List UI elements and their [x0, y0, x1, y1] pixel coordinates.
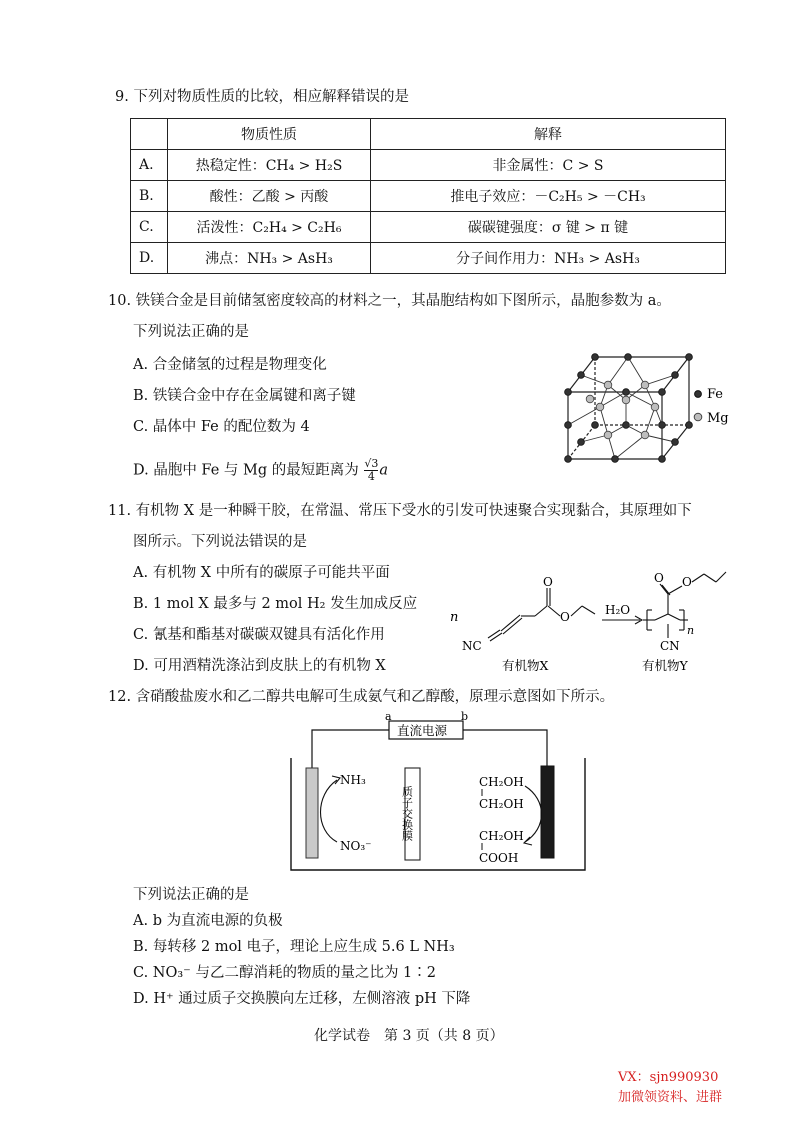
fraction	[364, 458, 378, 483]
scheme-label-y: 有机物Y	[642, 658, 688, 673]
q11-option-a: A. 有机物 X 中所有的碳原子可能共平面	[133, 565, 390, 581]
fraction-numerator: √3	[364, 457, 379, 470]
q10-option-d	[133, 458, 388, 483]
header-property: 物质性质	[168, 119, 371, 150]
q12-option-c: C. NO₃⁻ 与乙二醇消耗的物质的量之比为 1∶2	[133, 965, 437, 981]
legend-fe-dot	[695, 391, 702, 398]
row-label: D.	[131, 243, 168, 274]
watermark-line2: 加微领资料、进群	[618, 1090, 723, 1105]
no3-label: NO₃⁻	[340, 839, 372, 853]
row-label: B.	[131, 181, 168, 212]
scheme-label-x: 有机物X	[502, 658, 549, 673]
table-row	[131, 243, 726, 274]
product-line2: COOH	[479, 851, 519, 865]
legend-mg-label: Mg	[707, 411, 729, 426]
row-property: 沸点：NH₃ > AsH₃	[168, 243, 371, 274]
scheme-carbonyl-o: O	[543, 575, 553, 589]
q12-option-b: B. 每转移 2 mol 电子，理论上应生成 5.6 L NH₃	[133, 939, 455, 955]
crystal-cell-diagram	[550, 345, 750, 470]
right-reaction-arrow	[525, 786, 542, 842]
q12-stem: 12. 含硝酸盐废水和乙二醇共电解可生成氨气和乙醇酸，原理示意图如下所示。	[108, 689, 615, 705]
right-electrode	[541, 766, 554, 858]
q9-stem: 9. 下列对物质性质的比较，相应解释错误的是	[115, 89, 409, 105]
q11-stem-line2: 图所示。下列说法错误的是	[133, 534, 307, 550]
table-row	[131, 181, 726, 212]
nh3-label: NH₃	[340, 773, 366, 787]
scheme-product-carbonyl-o: O	[654, 571, 664, 585]
watermark-line1: VX：sjn990930	[618, 1070, 719, 1085]
electrolysis-diagram	[285, 710, 590, 875]
terminal-a: a	[385, 710, 392, 723]
q12-lead: 下列说法正确的是	[133, 887, 249, 903]
row-property: 活泼性：C₂H₄ > C₂H₆	[168, 212, 371, 243]
row-explanation: 推电子效应：－C₂H₅ > －CH₃	[371, 181, 726, 212]
scheme-nc-label: NC	[462, 639, 482, 653]
row-property: 热稳定性：CH₄ > H₂S	[168, 150, 371, 181]
wire-left	[312, 730, 389, 770]
row-property: 酸性：乙酸 > 丙酸	[168, 181, 371, 212]
scheme-product-cn: CN	[660, 639, 680, 653]
fraction-denominator: 4	[367, 470, 375, 483]
q10-option-a: A. 合金储氢的过程是物理变化	[133, 357, 327, 373]
q12-option-d: D. H⁺ 通过质子交换膜向左迁移，左侧溶液 pH 下降	[133, 991, 471, 1007]
polymerization-scheme	[440, 558, 740, 683]
scheme-reagent: H₂O	[605, 603, 631, 617]
q10-stem-line2: 下列说法正确的是	[133, 324, 249, 340]
q10-option-c: C. 晶体中 Fe 的配位数为 4	[133, 419, 310, 435]
left-electrode	[306, 768, 318, 858]
q11-option-b: B. 1 mol X 最多与 2 mol H₂ 发生加成反应	[133, 596, 418, 612]
left-reaction-arrow	[321, 780, 338, 842]
q11-option-c: C. 氰基和酯基对碳碳双键具有活化作用	[133, 627, 385, 643]
row-explanation: 分子间作用力：NH₃ > AsH₃	[371, 243, 726, 274]
wire-right	[463, 730, 547, 768]
row-explanation: 碳碳键强度：σ 键 > π 键	[371, 212, 726, 243]
power-source-label: 直流电源	[397, 723, 448, 738]
q10-stem-line1: 10. 铁镁合金是目前储氢密度较高的材料之一，其晶胞结构如下图所示，晶胞参数为 a。	[108, 293, 671, 309]
page-footer: 化学试卷 第 3 页（共 8 页）	[314, 1028, 504, 1044]
scheme-subscript-n: n	[687, 624, 695, 637]
table-row	[131, 150, 726, 181]
q11-stem-line1: 11. 有机物 X 是一种瞬干胶，在常温、常压下受水的引发可快速聚合实现黏合，其原理如下	[108, 503, 692, 519]
q12-option-a: A. b 为直流电源的负极	[133, 913, 283, 929]
scheme-product-ester-o: O	[682, 575, 692, 589]
row-label: C.	[131, 212, 168, 243]
terminal-b: b	[461, 710, 469, 723]
q10-option-d-prefix: D. 晶胞中 Fe 与 Mg 的最短距离为	[133, 462, 359, 479]
q10-option-b: B. 铁镁合金中存在金属键和离子键	[133, 388, 356, 404]
row-explanation: 非金属性：C > S	[371, 150, 726, 181]
scheme-coefficient: n	[450, 610, 459, 625]
legend-mg-dot	[694, 413, 702, 421]
q10-option-d-suffix: a	[379, 462, 389, 479]
legend-fe-label: Fe	[707, 387, 724, 402]
row-label: A.	[131, 150, 168, 181]
table-header-row	[131, 119, 726, 150]
scheme-ester-o: O	[560, 610, 570, 624]
table-row	[131, 212, 726, 243]
reactant-line2: CH₂OH	[479, 797, 524, 811]
product-line1: CH₂OH	[479, 829, 524, 843]
membrane-label: 质子交换膜	[400, 786, 414, 841]
q11-option-d: D. 可用酒精洗涤沾到皮肤上的有机物 X	[133, 658, 386, 674]
reactant-line1: CH₂OH	[479, 775, 524, 789]
q9-table	[130, 118, 726, 274]
header-explanation: 解释	[371, 119, 726, 150]
